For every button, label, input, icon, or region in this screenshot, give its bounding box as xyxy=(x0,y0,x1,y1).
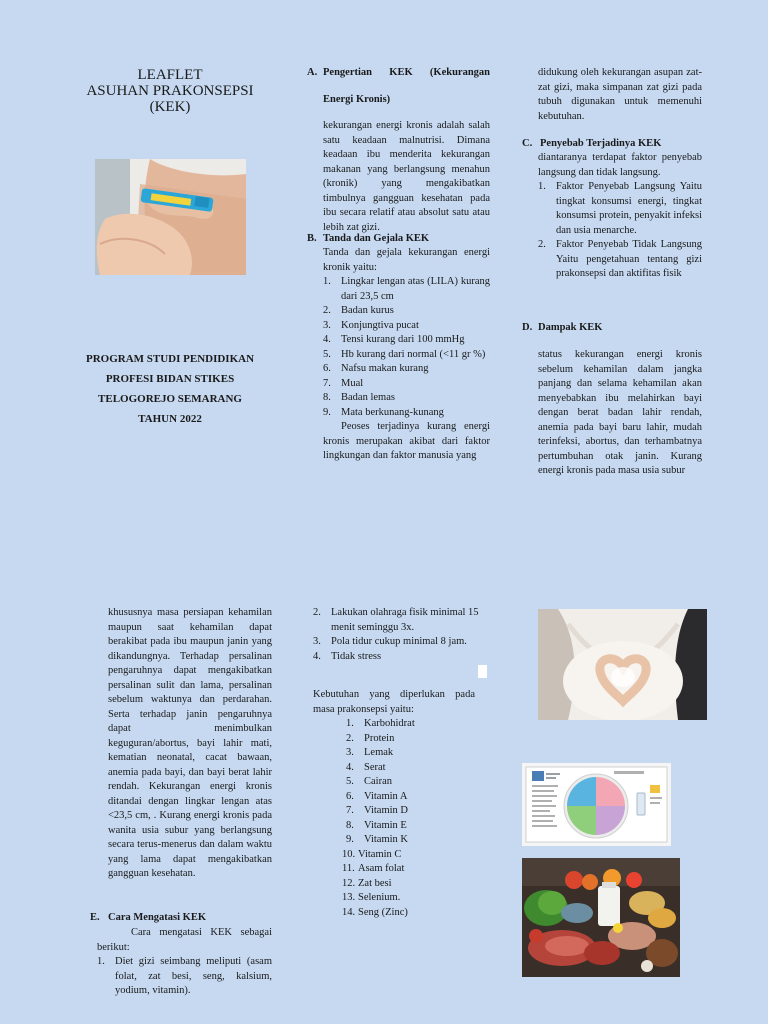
solutions-list xyxy=(97,955,272,999)
list-item: 4. Serat xyxy=(346,761,386,773)
list-item: 8. Vitamin E xyxy=(346,819,407,831)
list-item: 4. Tensi kurang dari 100 mmHg xyxy=(323,334,465,345)
healthy-food-photo xyxy=(522,858,680,977)
pregnancy-illustration xyxy=(538,609,707,720)
title-line-1: LEAFLET xyxy=(137,67,203,83)
plate-illustration xyxy=(522,763,671,846)
list-item: 1. Diet gizi seimbang meliputi (asam folat, zat besi, seng, kalsium, yodium, vitamin). xyxy=(97,956,272,996)
list-item: 2. Lakukan olahraga fisik minimal 15 menit seminggu 3x. xyxy=(313,607,479,633)
section-b-letter: B. xyxy=(307,233,317,244)
section-b-outro: Peoses terjadinya kurang energi kronis merupakan akibat dari faktor lingkungan dan faktor manusia yang xyxy=(323,421,490,461)
list-item: 6. Nafsu makan kurang xyxy=(323,363,429,374)
section-d-heading: Dampak KEK xyxy=(538,322,603,333)
section-b-intro: Tanda dan gejala kekurangan energi kronik yaitu: xyxy=(323,247,490,273)
arm-measurement-photo xyxy=(95,159,246,275)
section-e xyxy=(90,911,272,999)
balanced-plate-infographic xyxy=(522,763,671,846)
list-item: 14. Seng (Zinc) xyxy=(342,906,408,918)
section-b-heading: Tanda dan Gejala KEK xyxy=(323,233,430,244)
col5-list xyxy=(313,606,490,664)
impact-continuation-text: khususnya masa persiapan kehamilan maupun saat kehamilan dapat berakibat pada ibu maupun janin yang dikandungnya. Terhadap persalinan pengaruhnya dapat mengakibatkan persalinan sulit dan lama, persalinan sebelum waktunya dan perdarahan. Serta terhadap janin pengaruhnya dapat menimbulkan keguguran/abortus, bayi lahir mati, kematian neonatal, cacat bawaan, anemia pada bayi, dan bayi berat lahir rendah. Kekurangan energi kronis ditandai dengan lingkar lengan atas <23,5 cm, . Kurang energi kronis pada wanita usia subur yang berlangsung secara terus-menerus dan dalam waktu yang lama dapat mengakibatkan gangguan kesehatan. xyxy=(108,607,272,879)
needs-list xyxy=(342,717,475,920)
title-line-2: ASUHAN PRAKONSEPSI xyxy=(86,83,254,99)
list-item: 2. Faktor Penyebab Tidak Langsung Yaitu pengetahuan tentang gizi prakonsepsi dan aktifitas fisik xyxy=(538,239,702,279)
list-item: 9. Mata berkunang-kunang xyxy=(323,406,444,418)
section-e-letter: E. xyxy=(90,912,100,923)
needs-intro: Kebutuhan yang diperlukan pada masa prakonsepsi yaitu: xyxy=(313,689,475,715)
list-item: 11. Asam folat xyxy=(342,863,405,874)
list-item: 8. Badan lemas xyxy=(323,392,395,403)
program-block xyxy=(70,349,270,429)
list-item: 3. Pola tidur cukup minimal 8 jam. xyxy=(313,636,467,647)
list-item: 5. Cairan xyxy=(346,776,392,787)
program-line-1: PROGRAM STUDI PENDIDIKAN xyxy=(85,353,255,365)
list-item: 7. Mual xyxy=(323,377,364,389)
section-e-heading: Cara Mengatasi KEK xyxy=(108,912,206,923)
section-e-intro: Cara mengatasi KEK sebagai berikut: xyxy=(97,927,272,953)
section-b xyxy=(307,232,490,464)
needs-block xyxy=(313,688,475,920)
section-c-heading: Penyebab Terjadinya KEK xyxy=(540,138,662,149)
section-c-letter: C. xyxy=(522,138,533,149)
section-a-heading-1: Pengertian KEK (Kekurangan xyxy=(323,67,490,78)
list-item: 2. Badan kurus xyxy=(323,305,394,316)
arm-tape-illustration xyxy=(95,159,246,275)
list-item: 1. Faktor Penyebab Langsung Yaitu tingkat konsumsi energi, tingkat konsumsi protein, penyakit infeksi dan usia menarche. xyxy=(538,181,702,236)
section-d-text: status kekurangan energi kronis sebelum kehamilan dalam jangka panjang dan selama kehamilan akan menyebabkan ibu melahirkan bayi dengan berat badan lahir rendah, anemia pada bayi baru lahir, mudah terinfeksi, abortus, dan terhambatnya pertumbuhan otak janin. Kurang energi kronis pada masa usia subur xyxy=(538,349,702,476)
section-a-letter: A. xyxy=(307,67,318,78)
section-a xyxy=(307,66,490,235)
section-c xyxy=(522,137,702,282)
causes-list xyxy=(538,180,702,282)
list-item: 5. Hb kurang dari normal (<11 gr %) xyxy=(323,348,486,360)
list-item: 4. Tidak stress xyxy=(313,650,382,662)
list-item: 3. Lemak xyxy=(346,747,394,758)
list-item: 9. Vitamin K xyxy=(346,834,408,845)
list-item: 2. Protein xyxy=(346,732,395,744)
list-item: 10. Vitamin C xyxy=(342,848,402,860)
leaflet-title xyxy=(70,67,270,115)
list-item: 1. Karbohidrat xyxy=(346,718,415,729)
continuation-text: didukung oleh kekurangan asupan zat-zat gizi, maka simpanan zat gizi pada tubuh digunakan untuk memenuhi kebutuhan. xyxy=(538,67,702,122)
white-marker xyxy=(478,665,487,678)
lifestyle-list xyxy=(313,606,490,664)
col3-continuation xyxy=(538,66,702,124)
list-item: 7. Vitamin D xyxy=(346,805,408,816)
list-item: 1. Lingkar lengan atas (LILA) kurang dari 23,5 cm xyxy=(323,276,490,302)
section-a-text: kekurangan energi kronis adalah salah satu keadaan malnutrisi. Dimana keadaan ibu menderita kekurangan makanan yang berlangsung menahun (kronik) yang mengakibatkan timbulnya gangguan kesehatan pada ibu secara relatif atau absolut satu atau lebih zat gizi. xyxy=(323,120,490,233)
list-item: 13. Selenium. xyxy=(342,892,401,903)
section-a-heading-2: Energi Kronis) xyxy=(323,94,391,105)
pregnant-heart-hands-photo xyxy=(538,609,707,720)
section-d xyxy=(522,321,702,479)
section-c-intro: diantaranya terdapat faktor penyebab langsung dan tidak langsung. xyxy=(538,152,702,178)
list-item: 3. Konjungtiva pucat xyxy=(323,319,419,331)
list-item: 12. Zat besi xyxy=(342,877,392,889)
program-line-2: PROFESI BIDAN STIKES xyxy=(105,373,235,385)
list-item: 6. Vitamin A xyxy=(346,790,408,802)
section-d-letter: D. xyxy=(522,322,533,333)
title-line-3: (KEK) xyxy=(149,99,191,115)
col4-continuation xyxy=(108,606,272,882)
food-assortment-illustration xyxy=(522,858,680,977)
program-line-4: TAHUN 2022 xyxy=(138,413,202,425)
signs-list xyxy=(323,275,490,420)
program-line-3: TELOGOREJO SEMARANG xyxy=(98,393,242,405)
